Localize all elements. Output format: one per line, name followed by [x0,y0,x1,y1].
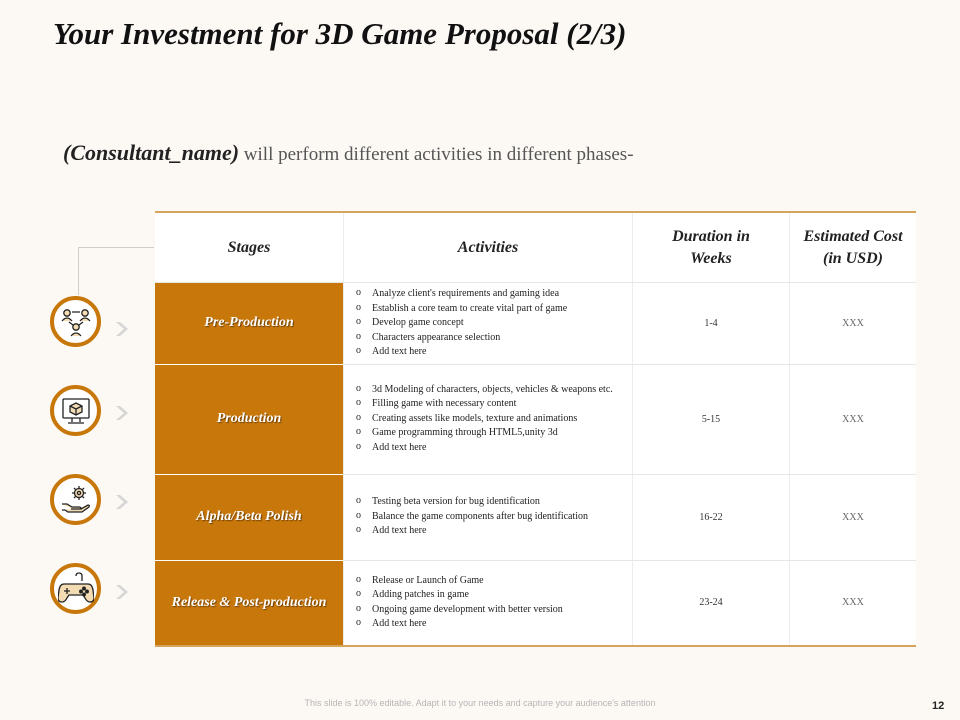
header-activities: Activities [344,212,633,283]
stage-cell: Production [155,364,344,474]
activity-item: o Balance the game components after bug identification [356,510,626,525]
stage-cell: Pre-Production [155,283,344,365]
cost-cell: XXX [790,283,917,365]
activity-item: o Establish a core team to create vital part of game [356,302,626,317]
hand-gear-icon [50,474,101,525]
page-number: 12 [932,700,945,712]
cost-cell: XXX [790,560,917,646]
subtitle-text: will perform different activities in different phases- [239,144,634,165]
chevron-right-icon [113,320,131,338]
duration-cell: 1-4 [633,283,790,365]
table-row [155,474,916,560]
activity-item: o Add text here [356,617,626,632]
monitor-3d-cube-icon [50,385,101,436]
duration-cell: 5-15 [633,364,790,474]
activity-item: o Add text here [356,345,626,360]
activity-item: o Analyze client's requirements and gaming idea [356,287,626,302]
consultant-name: (Consultant_name) [63,140,240,165]
activities-cell [344,560,633,646]
table-row [155,560,916,646]
slide-title: Your Investment for 3D Game Proposal (2/3) [53,16,627,51]
chevron-right-icon [113,493,131,511]
header-cost [790,212,917,283]
header-duration-text: Duration in Weeks [672,227,750,267]
slide-subtitle [63,140,634,166]
table-header-row [155,212,916,283]
team-network-icon [50,296,101,347]
activity-item: o Add text here [356,524,626,539]
chevron-right-icon [113,583,131,601]
header-cost-text: Estimated Cost (in USD) [803,227,903,267]
activities-list [356,287,626,360]
activity-item: o Game programming through HTML5,unity 3d [356,426,626,441]
activity-item: o Characters appearance selection [356,331,626,346]
activity-item: o Creating assets like models, texture and animations [356,412,626,427]
stage-cell: Release & Post-production [155,560,344,646]
activity-item: o Adding patches in game [356,588,626,603]
activities-cell [344,283,633,365]
duration-cell: 16-22 [633,474,790,560]
cost-cell: XXX [790,364,917,474]
activity-item: o Release or Launch of Game [356,574,626,589]
activities-list [356,383,626,456]
chevron-right-icon [113,404,131,422]
cost-cell: XXX [790,474,917,560]
stage-cell: Alpha/Beta Polish [155,474,344,560]
activity-item: o Develop game concept [356,316,626,331]
header-stages: Stages [155,212,344,283]
footer-note: This slide is 100% editable. Adapt it to your needs and capture your audience's attention [304,698,656,708]
duration-cell: 23-24 [633,560,790,646]
activities-list [356,574,626,632]
activities-cell [344,364,633,474]
table-row [155,364,916,474]
activity-item: o 3d Modeling of characters, objects, vehicles & weapons etc. [356,383,626,398]
connector-line-vertical [78,247,79,295]
activities-cell [344,474,633,560]
investment-table [155,211,916,647]
activity-item: o Ongoing game development with better version [356,603,626,618]
header-duration [633,212,790,283]
gamepad-icon [50,563,101,614]
activity-item: o Testing beta version for bug identification [356,495,626,510]
activities-list [356,495,626,539]
activity-item: o Filling game with necessary content [356,397,626,412]
connector-line-horizontal [78,247,154,248]
table-row [155,283,916,365]
activity-item: o Add text here [356,441,626,456]
